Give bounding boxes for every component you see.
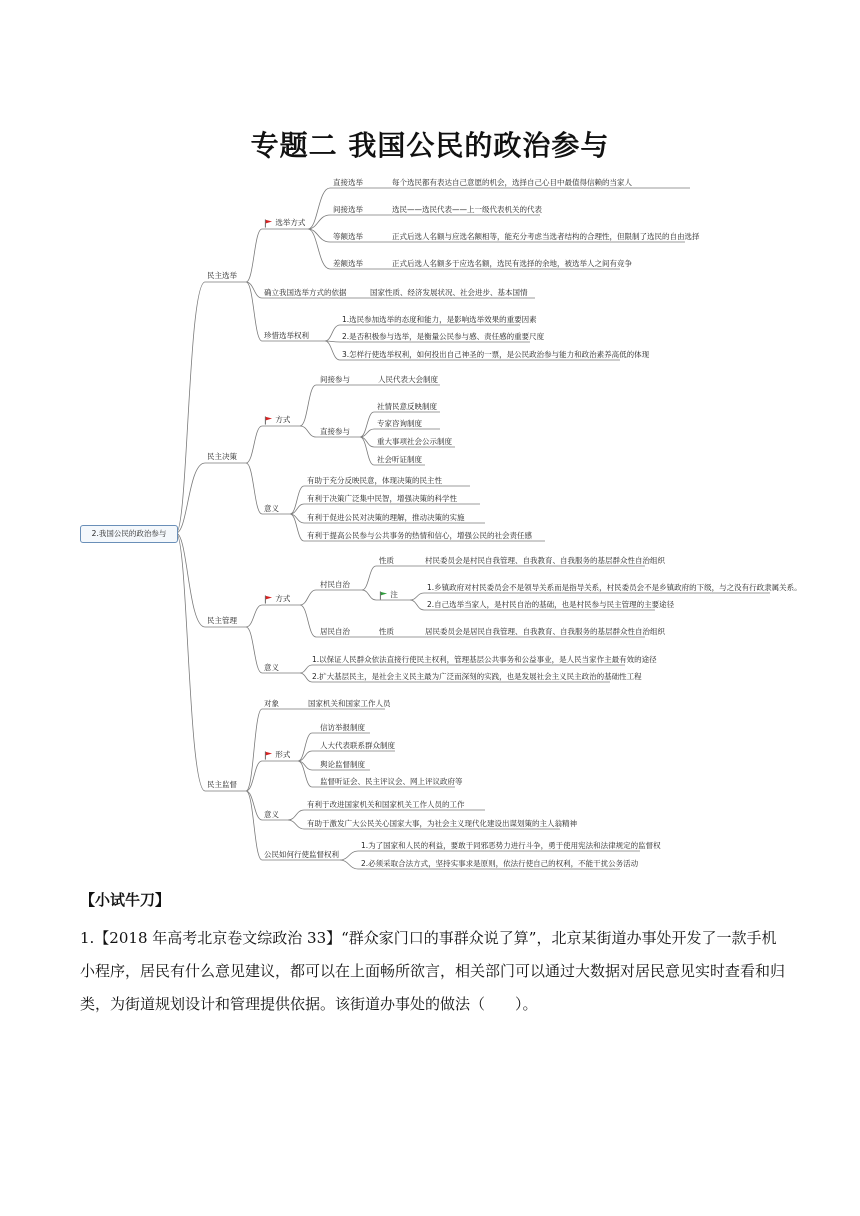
node-supervision-form bbox=[264, 749, 290, 760]
node-management-method bbox=[264, 593, 290, 604]
node-indirect-participation: 间接参与 bbox=[320, 375, 350, 384]
node-management-significance-1: 1.以保证人民群众依法直接行使民主权利，管理基层公共事务和公益事业，是人民当家作主最有效的途径 bbox=[312, 655, 657, 664]
red-flag-icon bbox=[264, 751, 273, 760]
node-resident-autonomy: 居民自治 bbox=[320, 627, 350, 636]
node-equal-election-desc: 正式后选人名额与应选名额相等，能充分考虑当选者结构的合理性，但限制了选民的自由选择 bbox=[392, 232, 700, 241]
node-decision-significance-4: 有利于提高公民参与公共事务的热情和信心，增强公民的社会责任感 bbox=[307, 531, 532, 540]
node-village-note-1: 1.乡镇政府对村民委员会不是领导关系而是指导关系，村民委员会不是乡镇政府的下级，与之没有行政隶属关系。 bbox=[427, 583, 802, 592]
node-supervision-form-1: 信访举报制度 bbox=[320, 723, 365, 732]
node-decision-significance-1: 有助于充分反映民意，体现决策的民主性 bbox=[307, 476, 442, 485]
node-competitive-election: 差额选举 bbox=[333, 259, 363, 268]
node-direct-election-desc: 每个选民都有表达自己意愿的机会，选择自己心目中最值得信赖的当家人 bbox=[392, 178, 632, 187]
page-title: 专题二 我国公民的政治参与 bbox=[250, 129, 610, 162]
node-supervision-object-desc: 国家机关和国家工作人员 bbox=[308, 699, 391, 708]
node-supervision-object: 对象 bbox=[264, 699, 279, 708]
node-supervision-significance: 意义 bbox=[264, 810, 279, 819]
node-village-nature-desc: 村民委员会是村民自我管理、自我教育、自我服务的基层群众性自治组织 bbox=[425, 556, 665, 565]
node-direct-participation-3: 重大事项社会公示制度 bbox=[377, 437, 452, 446]
node-village-autonomy: 村民自治 bbox=[320, 580, 350, 589]
branch-label-management: 民主管理 bbox=[207, 616, 237, 625]
node-direct-participation-2: 专家咨询制度 bbox=[377, 419, 422, 428]
node-resident-nature-desc: 居民委员会是居民自我管理、自我教育、自我服务的基层群众性自治组织 bbox=[425, 627, 665, 636]
red-flag-icon bbox=[264, 416, 273, 425]
node-village-note-2: 2.自己选举当家人，是村民自治的基础，也是村民参与民主管理的主要途径 bbox=[427, 600, 675, 609]
node-cherish-rights: 珍惜选举权利 bbox=[264, 331, 309, 340]
branch-label-election: 民主选举 bbox=[207, 271, 237, 280]
node-supervision-significance-1: 有利于改进国家机关和国家机关工作人员的工作 bbox=[307, 800, 465, 809]
node-direct-participation-4: 社会听证制度 bbox=[377, 455, 422, 464]
node-indirect-election: 间接选举 bbox=[333, 205, 363, 214]
node-exercise-supervision-1: 1.为了国家和人民的利益，要敢于同邪恶势力进行斗争，勇于使用宪法和法律规定的监督权 bbox=[361, 841, 661, 850]
node-label: 形式 bbox=[275, 750, 291, 759]
node-cherish-rights-3: 3.怎样行使选举权利，如何投出自己神圣的一票，是公民政治参与能力和政治素养高低的体现 bbox=[342, 350, 650, 359]
node-village-nature: 性质 bbox=[379, 556, 394, 565]
node-election-basis: 确立我国选举方式的依据 bbox=[264, 288, 347, 297]
node-election-basis-desc: 国家性质、经济发展状况、社会进步、基本国情 bbox=[370, 288, 528, 297]
node-competitive-election-desc: 正式后选人名额多于应选名额，选民有选择的余地，被选举人之间有竞争 bbox=[392, 259, 632, 268]
node-management-significance: 意义 bbox=[264, 663, 279, 672]
node-management-significance-2: 2.扩大基层民主，是社会主义民主最为广泛而深刻的实践，也是发展社会主义民主政治的基础性工程 bbox=[312, 672, 642, 681]
node-decision-significance: 意义 bbox=[264, 504, 279, 513]
node-label: 选举方式 bbox=[275, 218, 306, 227]
section-heading-practice: 【小试牛刀】 bbox=[80, 891, 171, 909]
node-supervision-form-3: 舆论监督制度 bbox=[320, 760, 365, 769]
node-decision-significance-2: 有利于决策广泛集中民智，增强决策的科学性 bbox=[307, 494, 457, 503]
node-cherish-rights-1: 1.选民参加选举的态度和能力，是影响选举效果的重要因素 bbox=[342, 315, 537, 324]
red-flag-icon bbox=[264, 595, 273, 604]
question-text: 1.【2018 年高考北京卷文综政治 33】“群众家门口的事群众说了算”，北京某街道办事处开发了一款手机小程序，居民有什么意见建议，都可以在上面畅所欲言，相关部门可以通过大数据对居民意见实时查看和归类，为街道规划设计和管理提供依据。该街道办事处的做法（ ）。 bbox=[80, 929, 786, 1013]
node-exercise-supervision-2: 2.必须采取合法方式，坚持实事求是原则，依法行使自己的权利，不能干扰公务活动 bbox=[361, 859, 639, 868]
node-resident-nature: 性质 bbox=[379, 627, 394, 636]
branch-label-decision: 民主决策 bbox=[207, 452, 237, 461]
node-cherish-rights-2: 2.是否积极参与选举，是衡量公民参与感、责任感的重要尺度 bbox=[342, 332, 545, 341]
node-supervision-form-4: 监督听证会、民主评议会、网上评议政府等 bbox=[320, 777, 463, 786]
node-direct-participation-1: 社情民意反映制度 bbox=[377, 402, 437, 411]
node-election-method bbox=[264, 217, 305, 228]
node-label: 方式 bbox=[275, 594, 291, 603]
node-label: 方式 bbox=[275, 415, 291, 424]
node-supervision-significance-2: 有助于激发广大公民关心国家大事，为社会主义现代化建设出谋划策的主人翁精神 bbox=[307, 819, 577, 828]
node-indirect-election-desc: 选民——选民代表——上一级代表机关的代表 bbox=[392, 205, 542, 214]
node-indirect-participation-desc: 人民代表大会制度 bbox=[378, 375, 438, 384]
node-label: 注 bbox=[390, 590, 398, 599]
node-direct-election: 直接选举 bbox=[333, 178, 363, 187]
node-equal-election: 等额选举 bbox=[333, 232, 363, 241]
node-direct-participation: 直接参与 bbox=[320, 427, 350, 436]
red-flag-icon bbox=[264, 219, 273, 228]
node-exercise-supervision: 公民如何行使监督权利 bbox=[264, 850, 339, 859]
node-decision-significance-3: 有利于促进公民对决策的理解，推动决策的实施 bbox=[307, 513, 465, 522]
node-village-note bbox=[379, 589, 398, 600]
root-node: 2.我国公民的政治参与 bbox=[80, 525, 178, 543]
node-supervision-form-2: 人大代表联系群众制度 bbox=[320, 741, 395, 750]
green-flag-icon bbox=[379, 591, 388, 600]
branch-label-supervision: 民主监督 bbox=[207, 780, 237, 789]
node-decision-method bbox=[264, 414, 290, 425]
